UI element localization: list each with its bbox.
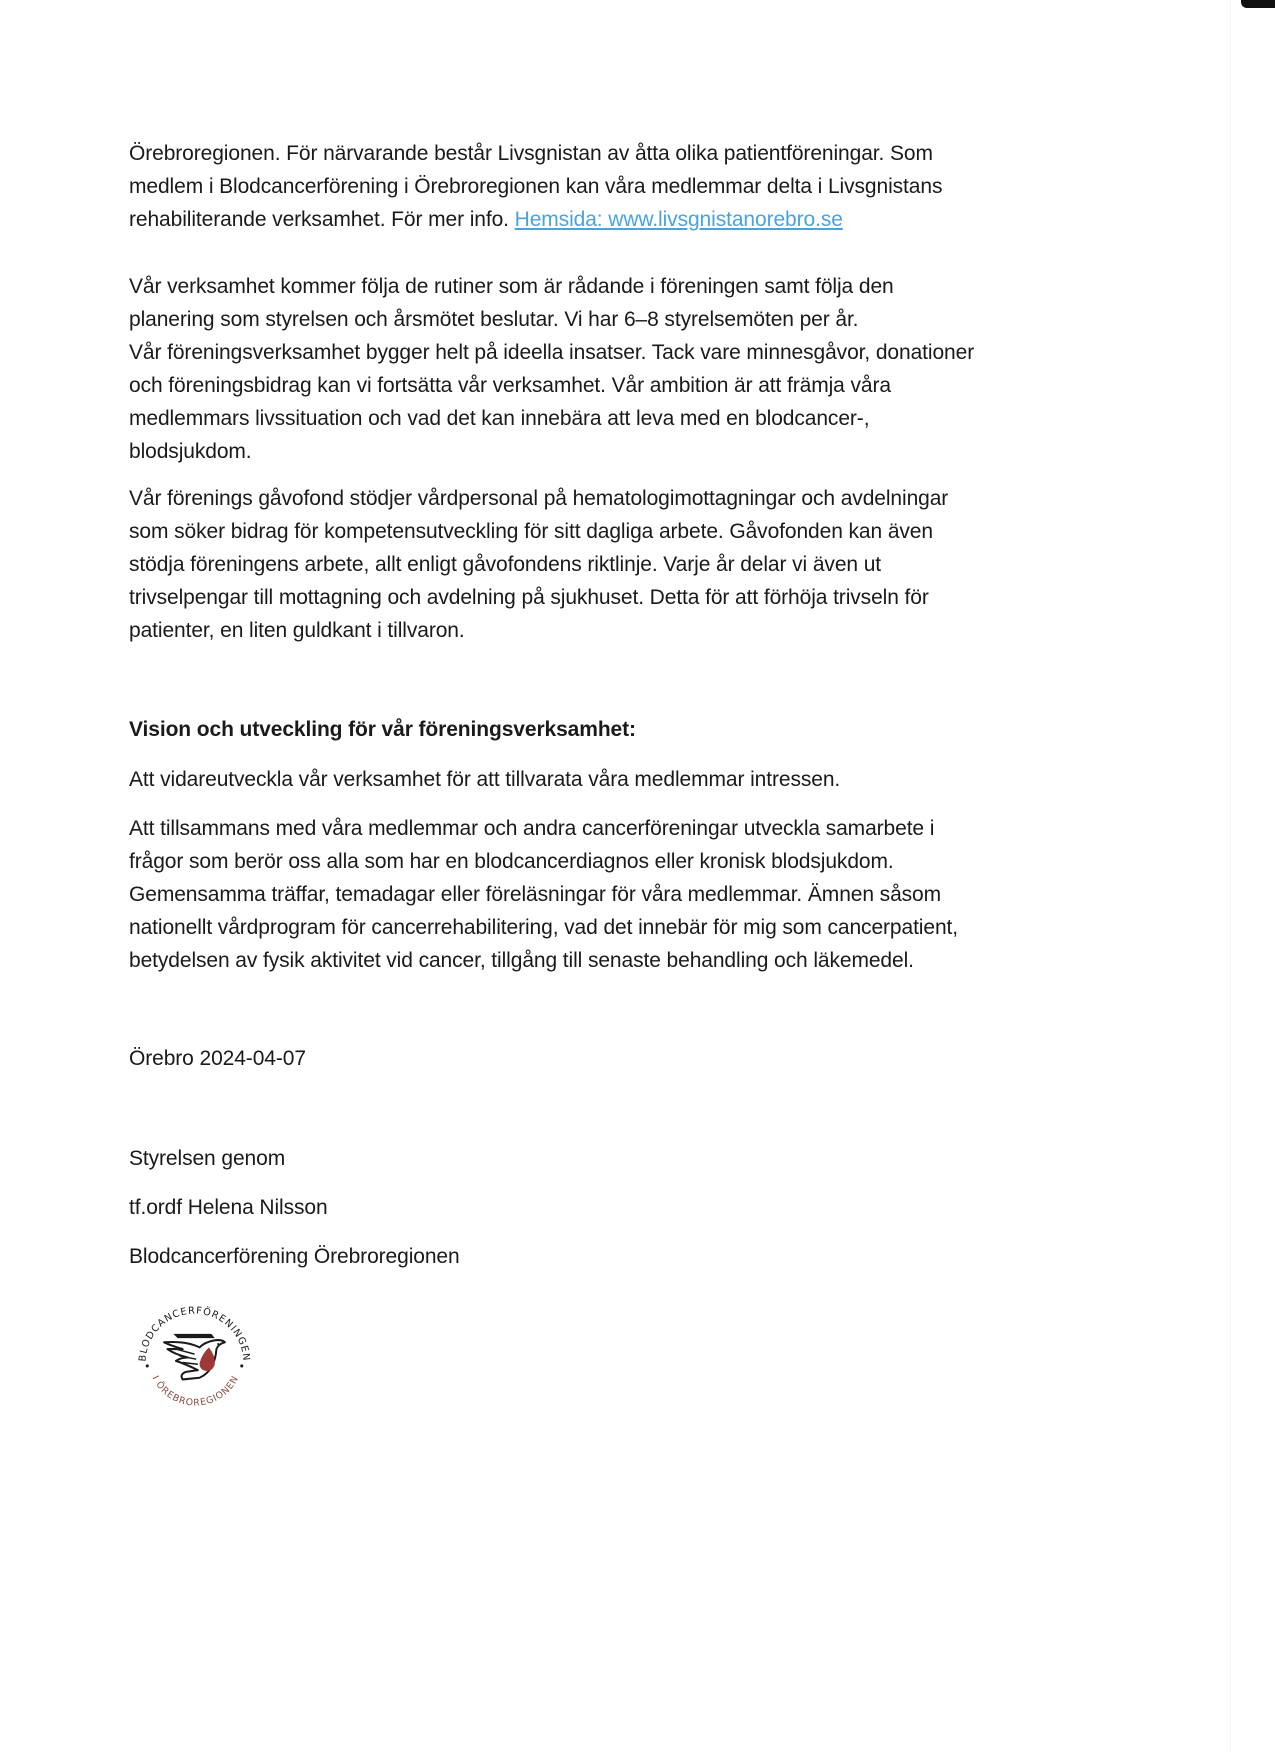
vision-paragraph-1: Att vidareutveckla vår verksamhet för att tillvarata våra medlemmar intressen. <box>129 768 841 791</box>
dove-icon <box>164 1334 225 1380</box>
text-line: Att tillsammans med våra medlemmar och andra cancerföreningar utveckla samarbete i <box>129 817 935 840</box>
logo-bottom-text: I ÖREBROREGIONEN <box>149 1373 242 1409</box>
text-line: Gemensamma träffar, temadagar eller föreläsningar för våra medlemmar. Ämnen såsom <box>129 883 942 906</box>
text-line: planering som styrelsen och årsmötet beslutar. Vi har 6–8 styrelsemöten per år. <box>129 308 859 331</box>
vision-heading: Vision och utveckling för vår föreningsverksamhet: <box>129 718 636 741</box>
logo-dot-right <box>240 1364 243 1367</box>
text-line: nationellt vårdprogram för cancerrehabilitering, vad det innebär för mig som cancerpatient, <box>129 916 959 939</box>
place-date: Örebro 2024-04-07 <box>129 1047 306 1070</box>
vision-paragraph-2 <box>129 812 1129 977</box>
signature-line-1: Styrelsen genom <box>129 1147 286 1170</box>
text-line: Örebroregionen. För närvarande består Livsgnistan av åtta olika patientföreningar. Som <box>129 142 933 165</box>
logo-dot-left <box>146 1364 149 1367</box>
text-line: medlem i Blodcancerförening i Örebroregionen kan våra medlemmar delta i Livsgnistans <box>129 175 943 198</box>
paragraph-gavofond <box>129 482 1129 647</box>
text-line: trivselpengar till mottagning och avdelning på sjukhuset. Detta för att förhöja trivseln för <box>129 586 929 609</box>
text-line-part: rehabiliterande verksamhet. För mer info. <box>129 208 515 231</box>
signature-line-2: tf.ordf Helena Nilsson <box>129 1196 328 1219</box>
text-line: Vår föreningsverksamhet bygger helt på ideella insatser. Tack vare minnesgåvor, donationer <box>129 341 975 364</box>
homepage-link[interactable]: Hemsida: www.livsgnistanorebro.se <box>514 208 843 231</box>
text-line: blodsjukdom. <box>129 440 252 463</box>
text-line <box>129 203 1129 236</box>
organization-logo <box>127 1290 262 1425</box>
text-line: betydelsen av fysik aktivitet vid cancer, tillgång till senaste behandling och läkemedel. <box>129 949 914 972</box>
text-line: Vår förenings gåvofond stödjer vårdpersonal på hematologimottagningar och avdelningar <box>129 487 949 510</box>
paragraph-livsgnistan <box>129 137 1129 236</box>
logo-top-text: BLODCANCERFÖRENINGEN <box>137 1305 252 1363</box>
text-line: som söker bidrag för kompetensutveckling för sitt dagliga arbete. Gåvofonden kan även <box>129 520 933 543</box>
text-line: stödja föreningens arbete, allt enligt gåvofondens riktlinje. Varje år delar vi även ut <box>129 553 882 576</box>
scan-artifact-corner <box>1241 0 1275 8</box>
text-line: patienter, en liten guldkant i tillvaron. <box>129 619 465 642</box>
paragraph-verksamhet <box>129 270 1129 468</box>
text-line: Vår verksamhet kommer följa de rutiner som är rådande i föreningen samt följa den <box>129 275 894 298</box>
text-line: och föreningsbidrag kan vi fortsätta vår verksamhet. Vår ambition är att främja våra <box>129 374 891 397</box>
scan-artifact-edge <box>1230 0 1231 1752</box>
text-line: frågor som berör oss alla som har en blodcancerdiagnos eller kronisk blodsjukdom. <box>129 850 894 873</box>
signature-line-3: Blodcancerförening Örebroregionen <box>129 1245 460 1268</box>
text-line: medlemmars livssituation och vad det kan innebära att leva med en blodcancer-, <box>129 407 870 430</box>
